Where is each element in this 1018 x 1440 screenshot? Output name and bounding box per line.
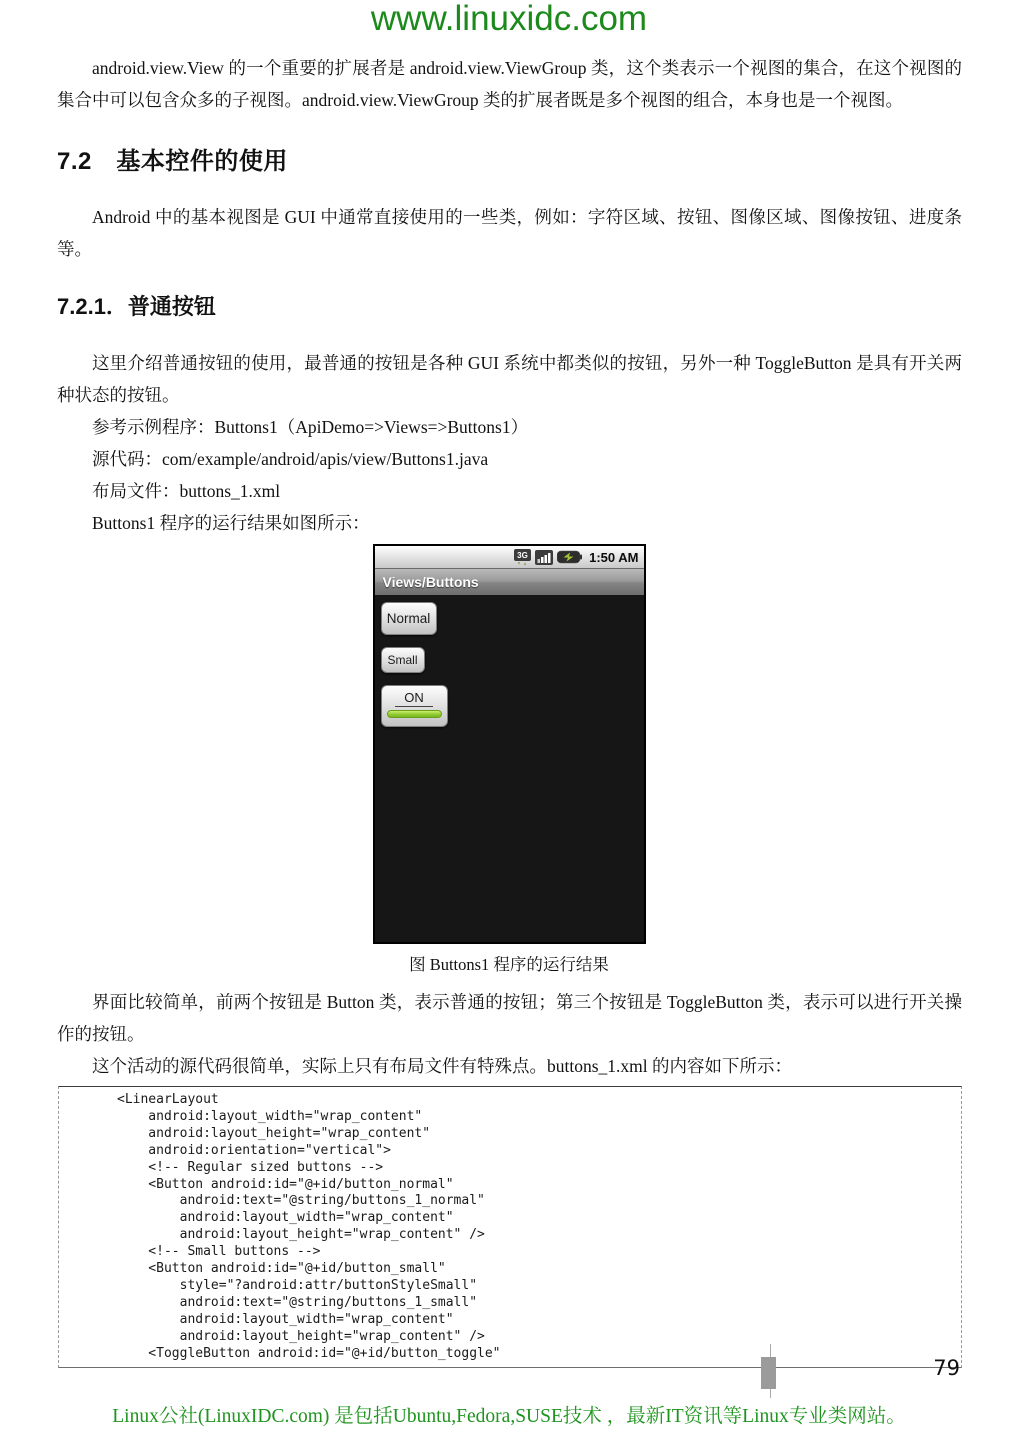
3g-icon — [514, 549, 531, 565]
xml-code-listing: <LinearLayout android:layout_width="wrap_content" android:layout_height="wrap_content" android:orientation="vertical"> <!-- Regular sized buttons --> <Button android:id="@+id/button_normal" android:text="@string/buttons_1_normal" android:layout_width="wrap_content" android:layout_height="wrap_content" /> <!-- Small buttons --> <Button android:id="@+id/button_small" style="?android:attr/buttonStyleSmall" android:text="@string/buttons_1_small" android:layout_width="wrap_content" android:layout_height="wrap_content" /> <ToggleButton android:id="@+id/button_toggle" — [58, 1086, 962, 1368]
figure-screenshot — [0, 544, 1018, 944]
gray-marker-block — [761, 1357, 776, 1389]
page-number: 79 — [933, 1356, 960, 1380]
small-button[interactable] — [381, 647, 425, 673]
subsection-heading-7-2-1: 7.2.1．普通按钮 — [57, 294, 216, 319]
toggle-button-label: ON — [395, 690, 433, 707]
battery-charging-icon — [557, 550, 582, 564]
site-footer-text: Linux公社(LinuxIDC.com) 是包括Ubuntu,Fedora,SUSE技术 ，最新IT资讯等Linux专业类网站。 — [112, 1406, 906, 1427]
reference-program-line: 参考示例程序：Buttons1（ApiDemo=>Views=>Buttons1） — [92, 417, 529, 437]
layout-file-line: 布局文件：buttons_1.xml — [92, 481, 281, 501]
activity-title-bar — [375, 568, 644, 595]
android-emulator-screen — [373, 544, 646, 944]
paragraph-button-intro: 这里介绍普通按钮的使用，最普通的按钮是各种 GUI 系统中都类似的按钮，另外一种 ToggleButton 是具有开关两种状态的按钮。 — [57, 353, 962, 405]
activity-title: Views/Buttons — [382, 574, 479, 590]
normal-button[interactable] — [381, 602, 437, 635]
toggle-on-indicator — [387, 710, 442, 718]
paragraph-basic-views: Android 中的基本视图是 GUI 中通常直接使用的一些类，例如：字符区域、按钮、图像区域、图像按钮、进度条等。 — [57, 207, 962, 259]
paragraph-code-intro: 这个活动的源代码很简单，实际上只有布局文件有特殊点。buttons_1.xml 的内容如下所示： — [92, 1056, 793, 1076]
paragraph-explanation: 界面比较简单，前两个按钮是 Button 类，表示普通的按钮；第三个按钮是 ToggleButton 类，表示可以进行开关操作的按钮。 — [57, 992, 962, 1044]
signal-strength-icon — [535, 549, 553, 565]
normal-button-label: Normal — [386, 611, 431, 626]
svg-text:3G: 3G — [517, 551, 528, 560]
status-bar-clock: 1:50 AM — [589, 549, 639, 565]
paragraph-viewgroup: android.view.View 的一个重要的扩展者是 android.view.ViewGroup 类，这个类表示一个视图的集合，在这个视图的集合中可以包含众多的子视图。android.view.ViewGroup 类的扩展者既是多个视图的组合，本身也是一个视图。 — [57, 58, 962, 110]
android-status-bar — [375, 546, 644, 568]
figure-caption: 图 Buttons1 程序的运行结果 — [409, 955, 609, 974]
site-header-url: www.linuxidc.com — [370, 0, 648, 38]
small-button-label: Small — [387, 653, 418, 667]
section-heading-7-2: 7.2 基本控件的使用 — [57, 148, 288, 175]
source-path-line: 源代码：com/example/android/apis/view/Buttons1.java — [92, 449, 489, 469]
activity-content-area — [375, 595, 644, 942]
toggle-button[interactable] — [381, 685, 448, 727]
result-intro-line: Buttons1 程序的运行结果如图所示： — [92, 513, 370, 533]
